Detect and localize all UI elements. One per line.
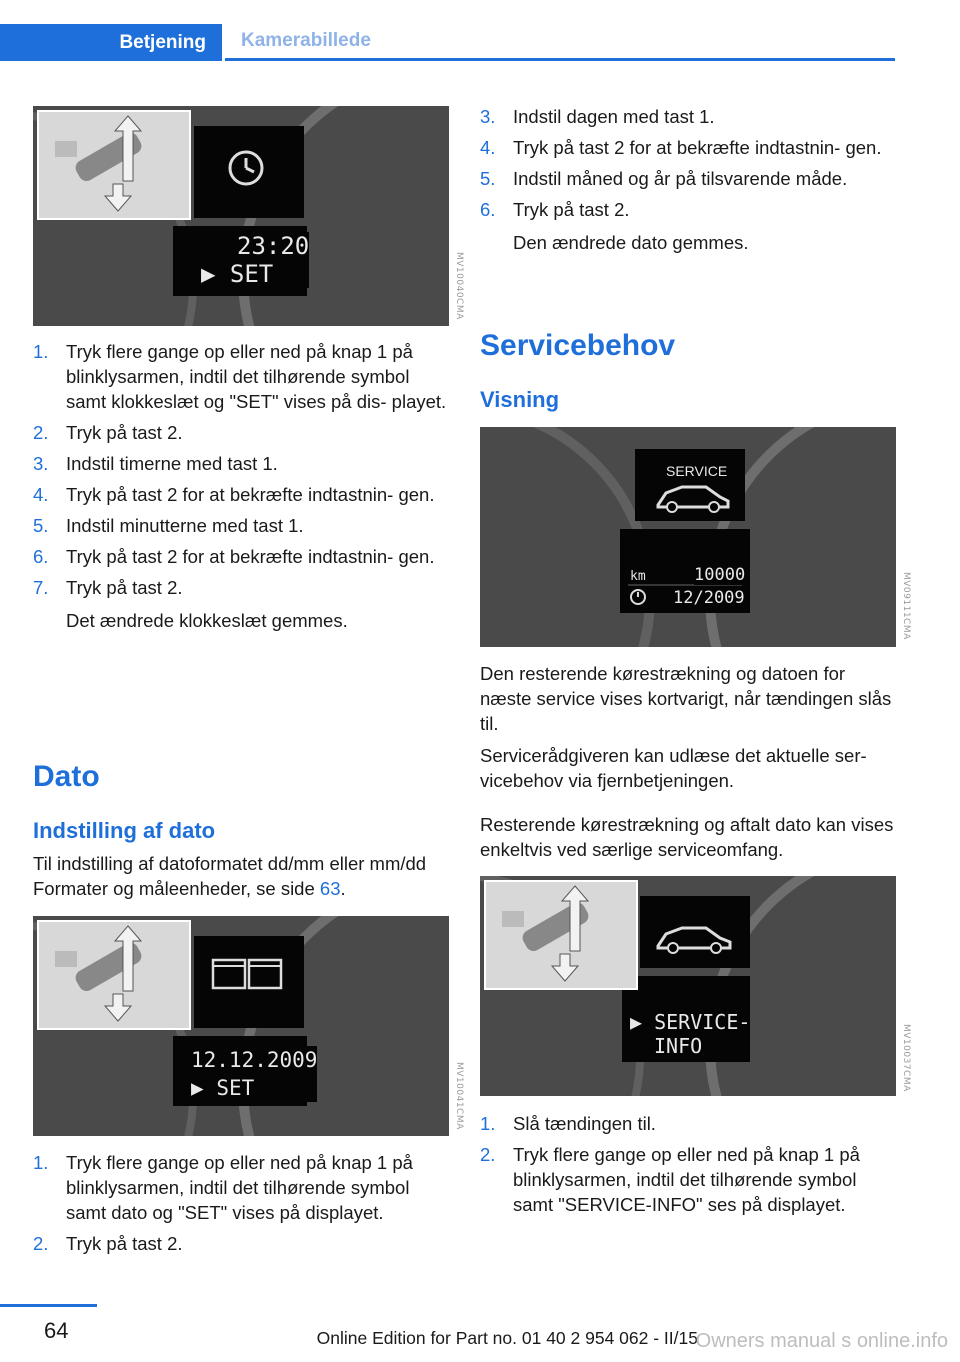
header-tabs <box>0 24 895 61</box>
watermark: Owners manual s online.info <box>695 1330 948 1352</box>
list-item: 2. Tryk flere gange op eller ned på knap 1 på blinklysarmen, indtil det tilhørende symbol samt "SERVICE-INFO" ses på displayet. <box>480 1144 860 1215</box>
service-date: 12/2009 <box>673 588 745 608</box>
figure-code: MV10037CMA <box>901 1024 911 1092</box>
km-unit: km <box>630 569 646 584</box>
service-info-line2: INFO <box>654 1034 703 1058</box>
steps-clock <box>33 339 451 639</box>
steps-date <box>33 1150 451 1262</box>
list-item: 5. Indstil måned og år på tilsvarende måde. <box>480 168 848 189</box>
km-value: 10000 <box>694 565 746 585</box>
set-arrow: ▶ <box>201 260 216 288</box>
instrument-cluster-image <box>33 916 449 1136</box>
edition-text: Online Edition for Part no. 01 40 2 954 062 - II/15 <box>316 1328 698 1348</box>
subheading-date-setting: Indstilling af dato <box>33 818 216 843</box>
list-item: 1. Tryk flere gange op eller ned på knap 1 på blinklysarmen, indtil det tilhørende symbol samt klokkeslæt og "SET" vises på dis‐ playet. <box>33 341 447 412</box>
list-item: 4. Tryk på tast 2 for at bekræfte indtastnin‐ gen. <box>480 137 882 158</box>
list-item: 3. Indstil dagen med tast 1. <box>480 106 715 127</box>
service-para-2: Servicerådgiveren kan udlæse det aktuelle ser‐ vicebehov via fjernbetjeningen. <box>480 745 867 791</box>
figure-service-info <box>480 876 896 1096</box>
figure-date-setting <box>33 916 449 1136</box>
list-item: 6. Tryk på tast 2 for at bekræfte indtastnin‐ gen. <box>33 546 435 567</box>
service-label: SERVICE <box>666 463 728 479</box>
figure-service-display <box>480 427 896 647</box>
list-item: 1. Tryk flere gange op eller ned på knap 1 på blinklysarmen, indtil det tilhørende symbol samt dato og "SET" vises på displayet. <box>33 1152 413 1223</box>
list-item: 7. Tryk på tast 2. Det ændrede klokkeslæt gemmes. <box>33 577 348 631</box>
set-label: SET <box>216 1076 255 1100</box>
figure-code: MV10041CMA <box>454 1062 464 1130</box>
service-para-1: Den resterende kørestrækning og datoen for næste service vises kortvarigt, når tændingen slås til. <box>480 663 892 734</box>
footer-rule <box>0 1304 97 1307</box>
service-para-3: Resterende kørestrækning og aftalt dato kan vises enkeltvis ved særlige serviceomfang. <box>480 814 894 860</box>
heading-dato: Dato <box>33 760 100 793</box>
instrument-cluster-image <box>480 876 896 1096</box>
tab-kamerabillede[interactable]: Kamerabillede <box>225 24 895 61</box>
list-item: 3. Indstil timerne med tast 1. <box>33 453 278 474</box>
service-info-line1: SERVICE- <box>654 1010 751 1034</box>
date-intro: Til indstilling af datoformatet dd/mm eller mm/dd Formater og måleenheder, se side 63. <box>33 853 427 899</box>
instrument-cluster-image <box>33 106 449 326</box>
list-item: 6. Tryk på tast 2. Den ændrede dato gemmes. <box>480 199 749 253</box>
heading-servicebehov: Servicebehov <box>480 329 676 362</box>
list-item: 2. Tryk på tast 2. <box>33 422 183 443</box>
date-value: 12.12.2009 <box>191 1048 318 1072</box>
instrument-cluster-image <box>480 427 896 647</box>
figure-code: MV09111CMA <box>901 572 911 640</box>
subheading-visning: Visning <box>480 387 560 412</box>
list-item: 1. Slå tændingen til. <box>480 1113 656 1134</box>
tab-betjening[interactable]: Betjening <box>0 24 222 61</box>
list-item: 2. Tryk på tast 2. <box>33 1233 183 1254</box>
info-arrow: ▶ <box>630 1010 643 1034</box>
clock-time: 23:20 <box>237 232 310 260</box>
steps-service-info <box>480 1111 898 1223</box>
list-item: 5. Indstil minutterne med tast 1. <box>33 515 304 536</box>
page-link[interactable]: 63 <box>319 878 341 899</box>
set-arrow: ▶ <box>191 1076 204 1100</box>
figure-clock-setting <box>33 106 449 326</box>
set-label: SET <box>229 260 274 288</box>
page-number: 64 <box>44 1318 69 1343</box>
figure-code: MV10040CMA <box>454 252 464 320</box>
list-item: 4. Tryk på tast 2 for at bekræfte indtastnin‐ gen. <box>33 484 435 505</box>
steps-date-continued <box>480 104 898 261</box>
